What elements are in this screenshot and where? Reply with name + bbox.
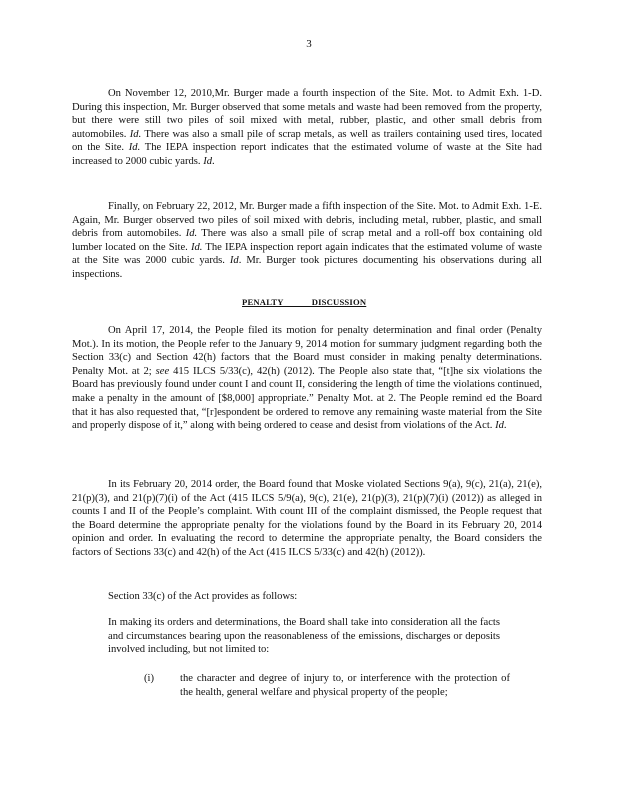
paragraph-text: There was also a small pile of scrap metal and a roll-off box containing old lumber located on the Site. bbox=[72, 228, 542, 253]
citation: Id bbox=[495, 420, 504, 432]
paragraph-text: There was also a small pile of scrap metals, as well as trailers containing used tires, located on the Site. bbox=[72, 128, 542, 154]
paragraph-text: . bbox=[212, 155, 215, 167]
paragraph-text: The IEPA inspection report again indicates that the estimated volume of waste at the Site was 2000 cubic yards. bbox=[72, 241, 542, 267]
paragraph-text: . Mr. Burger took pictures documenting his observations during all inspections. bbox=[72, 255, 542, 280]
paragraph-text: On April 17, 2014, the People filed its motion for penalty determination and final order (Penalty Mot.). In its motion, the People refer to the January 9, 2014 motion for summary judgment regarding both the Section 33(c) and Section 42(h) factors that the Board must consider in making penalty determinations. Penalty Mot. at 2; bbox=[72, 325, 542, 377]
citation: Id. bbox=[128, 142, 141, 154]
page-number: 3 bbox=[306, 38, 312, 50]
block-quote: In making its orders and determinations, the Board shall take into consideration all the facts and circumstances bearing upon the reasonableness of the emissions, discharges or deposits involved including, but not limited to: bbox=[108, 617, 500, 656]
citation: Id. bbox=[129, 128, 142, 140]
paragraph-penalty-motion bbox=[72, 324, 542, 433]
citation: Id. bbox=[185, 228, 198, 240]
section-33c-intro: Section 33(c) of the Act provides as follows: bbox=[108, 591, 298, 602]
list-item-number: (i) bbox=[144, 673, 154, 684]
paragraph-fifth-inspection bbox=[72, 200, 542, 282]
paragraph-text: In its February 20, 2014 order, the Board found that Moske violated Sections 9(a), 9(c), 21(a), 21(e), 21(p)(3), and 21(p)(7)(i) of the Act (415 ILCS 5/9(a), 9(c), 21(e), 21(p)(3), 21(p)(7)(i) (2012)) as alleged in counts I and II of the People’s complaint. With count III of the complaint dismissed, the People request that the Board determine the appropriate penalty for the violations found by the Board in its February 20, 2014 opinion and order. In evaluating the record to determine the appropriate penalty, the Board considers the factors of Sections 33(c) and 42(h) of the Act (415 ILCS 5/33(c) and 42(h) (2012)). bbox=[72, 479, 542, 558]
list-item-text: the character and degree of injury to, or interference with the protection of the health, general welfare and physical property of the people; bbox=[180, 673, 510, 698]
citation: Id bbox=[229, 255, 239, 267]
paragraph-text: 415 ILCS 5/33(c), 42(h) (2012). The People also state that, “[t]he six violations the Board has previously found under count I and count II, considering the length of time the violations continued, make a penalty in the amount of [$8,000] appropriate.” Penalty Mot. at 2. The People remind ed the Board that it has also requested that, “[r]espondent be ordered to remove any remaining waste material from the Site and properly dispose of it,” along with being ordered to cease and desist from violations of the Act. bbox=[72, 365, 542, 432]
citation: see bbox=[155, 365, 170, 377]
paragraph-fourth-inspection bbox=[72, 87, 542, 169]
paragraph-text: . bbox=[503, 420, 507, 432]
paragraph-text: On November 12, 2010,Mr. Burger made a fourth inspection of the Site. Mot. to Admit Exh. 1-D. During this inspection, Mr. Burger observed that some metals and waste had been removed from the property, but there were still two piles of soil mixed with metal, rubber, plastic, and other small debris from automobiles. bbox=[72, 88, 542, 140]
citation: Id bbox=[203, 155, 213, 167]
paragraph-board-order bbox=[72, 478, 542, 560]
paragraph-text: The IEPA inspection report indicates that the estimated volume of waste at the Site had increased to 2000 cubic yards. bbox=[72, 142, 542, 167]
paragraph-text: Finally, on February 22, 2012, Mr. Burger made a fifth inspection of the Site. Mot. to Admit Exh. 1-E. Again, Mr. Burger observed two piles of soil mixed with debris, including metal, rubber, plastic, and small debris from automobiles. bbox=[72, 201, 542, 240]
citation: Id. bbox=[190, 241, 203, 253]
section-heading: PENALTY DISCUSSION bbox=[242, 297, 367, 307]
